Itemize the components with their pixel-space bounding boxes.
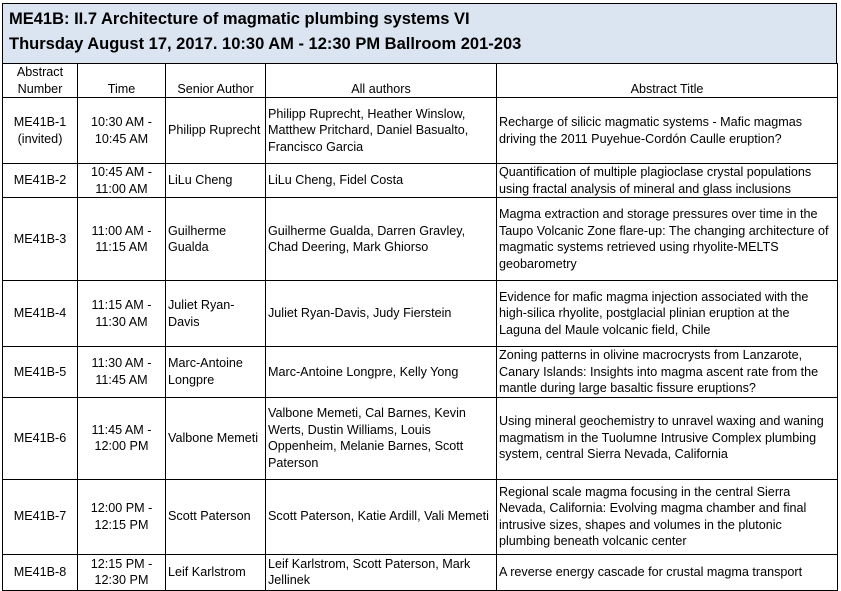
abstract-number: ME41B-3 xyxy=(13,231,67,246)
abstract-number-cell xyxy=(3,554,78,590)
table-row xyxy=(3,479,838,554)
table-row xyxy=(3,397,838,479)
time-start: 11:30 AM - xyxy=(91,356,152,371)
time-start: 11:15 AM - xyxy=(91,298,152,312)
senior-author: Scott Paterson xyxy=(166,479,266,554)
abstract-title: Zoning patterns in olivine macrocrysts from Lanzarote, Canary Islands: Insights into magma ascent rate from the mantle during large basaltic fissure eruptions? xyxy=(497,347,838,398)
abstract-number: ME41B-7 xyxy=(13,509,67,524)
table-row xyxy=(3,281,838,347)
senior-author: LiLu Cheng xyxy=(166,164,266,198)
all-authors: Leif Karlstrom, Scott Paterson, Mark Jellinek xyxy=(266,554,497,590)
header-abstract-number-line2: Number xyxy=(17,81,63,96)
abstract-number-cell xyxy=(3,479,78,554)
time-cell xyxy=(78,98,166,164)
session-details: Thursday August 17, 2017. 10:30 AM - 12:30 PM Ballroom 201-203 xyxy=(9,35,522,53)
time-cell xyxy=(78,281,166,347)
senior-author: Leif Karlstrom xyxy=(166,554,266,590)
abstract-title: Magma extraction and storage pressures over time in the Taupo Volcanic Zone flare-up: The changing architecture of magmatic systems retrieved using rhyolite-MELTS geobarometry xyxy=(497,198,838,281)
senior-author: Valbone Memeti xyxy=(166,397,266,479)
header-abstract-title: Abstract Title xyxy=(497,64,838,98)
time-start: 11:00 AM - xyxy=(91,223,152,238)
time-start: 11:45 AM - xyxy=(91,422,152,437)
time-start: 10:30 AM - xyxy=(91,115,152,129)
table-row xyxy=(3,554,838,590)
session-schedule xyxy=(2,3,837,591)
time-start: 12:00 PM - xyxy=(90,501,153,515)
time-end: 11:00 AM xyxy=(95,181,148,196)
time-end: 12:30 PM xyxy=(94,573,149,587)
table-row xyxy=(3,198,838,281)
abstract-number-cell xyxy=(3,397,78,479)
time-cell xyxy=(78,397,166,479)
abstracts-table xyxy=(2,63,838,591)
senior-author: Juliet Ryan-Davis xyxy=(166,281,266,347)
abstract-number-cell xyxy=(3,164,78,198)
abstract-number: ME41B-1 xyxy=(13,115,67,129)
time-end: 12:15 PM xyxy=(94,517,149,532)
time-start: 10:45 AM - xyxy=(91,165,152,179)
all-authors: Valbone Memeti, Cal Barnes, Kevin Werts, Dustin Williams, Louis Oppenheim, Melanie Barnes, Scott Paterson xyxy=(266,397,497,479)
all-authors: Guilherme Gualda, Darren Gravley, Chad Deering, Mark Ghiorso xyxy=(266,198,497,281)
all-authors: Juliet Ryan-Davis, Judy Fierstein xyxy=(266,281,497,347)
table-header-row xyxy=(3,64,838,98)
abstract-number: ME41B-6 xyxy=(13,430,67,445)
abstract-number-cell xyxy=(3,198,78,281)
abstract-title: Recharge of silicic magmatic systems - Mafic magmas driving the 2011 Puyehue-Cordón Caulle eruption? xyxy=(497,98,838,164)
all-authors: Marc-Antoine Longpre, Kelly Yong xyxy=(266,347,497,398)
table-row xyxy=(3,98,838,164)
abstract-number: ME41B-2 xyxy=(13,173,67,188)
all-authors: Philipp Ruprecht, Heather Winslow, Matthew Pritchard, Daniel Basualto, Francisco Garcia xyxy=(266,98,497,164)
abstract-title: A reverse energy cascade for crustal magma transport xyxy=(497,554,838,590)
time-cell xyxy=(78,479,166,554)
table-row xyxy=(3,164,838,198)
time-end: 11:45 AM xyxy=(95,372,148,387)
time-end: 11:15 AM xyxy=(95,240,148,254)
time-end: 11:30 AM xyxy=(95,314,148,329)
abstract-number-cell xyxy=(3,347,78,398)
time-cell xyxy=(78,554,166,590)
session-title: ME41B: II.7 Architecture of magmatic plumbing systems VI xyxy=(9,10,470,28)
time-end: 10:45 AM xyxy=(94,131,149,146)
all-authors: Scott Paterson, Katie Ardill, Vali Memeti xyxy=(266,479,497,554)
header-senior-author: Senior Author xyxy=(166,64,266,98)
time-cell xyxy=(78,198,166,281)
time-cell xyxy=(78,164,166,198)
all-authors: LiLu Cheng, Fidel Costa xyxy=(266,164,497,198)
header-abstract-number-line1: Abstract xyxy=(16,65,64,79)
session-header xyxy=(2,3,837,63)
senior-author: Marc-Antoine Longpre xyxy=(166,347,266,398)
abstract-number: ME41B-8 xyxy=(13,564,67,579)
abstract-number-note: (invited) xyxy=(17,131,63,146)
header-abstract-number xyxy=(3,64,78,98)
abstract-number-cell xyxy=(3,98,78,164)
abstract-number-cell xyxy=(3,281,78,347)
abstract-title: Quantification of multiple plagioclase crystal populations using fractal analysis of mineral and glass inclusions xyxy=(497,164,838,198)
abstract-title: Evidence for mafic magma injection associated with the high-silica rhyolite, postglacial plinian eruption at the Laguna del Maule volcanic field, Chile xyxy=(497,281,838,347)
header-time: Time xyxy=(78,64,166,98)
senior-author: Philipp Ruprecht xyxy=(166,98,266,164)
abstract-title: Regional scale magma focusing in the central Sierra Nevada, California: Evolving magma chamber and final intrusive sizes, shapes and volumes in the plutonic plumbing beneath volcanic center xyxy=(497,479,838,554)
table-row xyxy=(3,347,838,398)
header-all-authors: All authors xyxy=(266,64,497,98)
time-end: 12:00 PM xyxy=(94,439,149,453)
time-cell xyxy=(78,347,166,398)
senior-author: Guilherme Gualda xyxy=(166,198,266,281)
abstract-title: Using mineral geochemistry to unravel waxing and waning magmatism in the Tuolumne Intrusive Complex plumbing system, central Sierra Nevada, California xyxy=(497,397,838,479)
abstract-number: ME41B-4 xyxy=(13,306,67,321)
abstract-number: ME41B-5 xyxy=(13,364,67,379)
time-start: 12:15 PM - xyxy=(90,556,153,571)
